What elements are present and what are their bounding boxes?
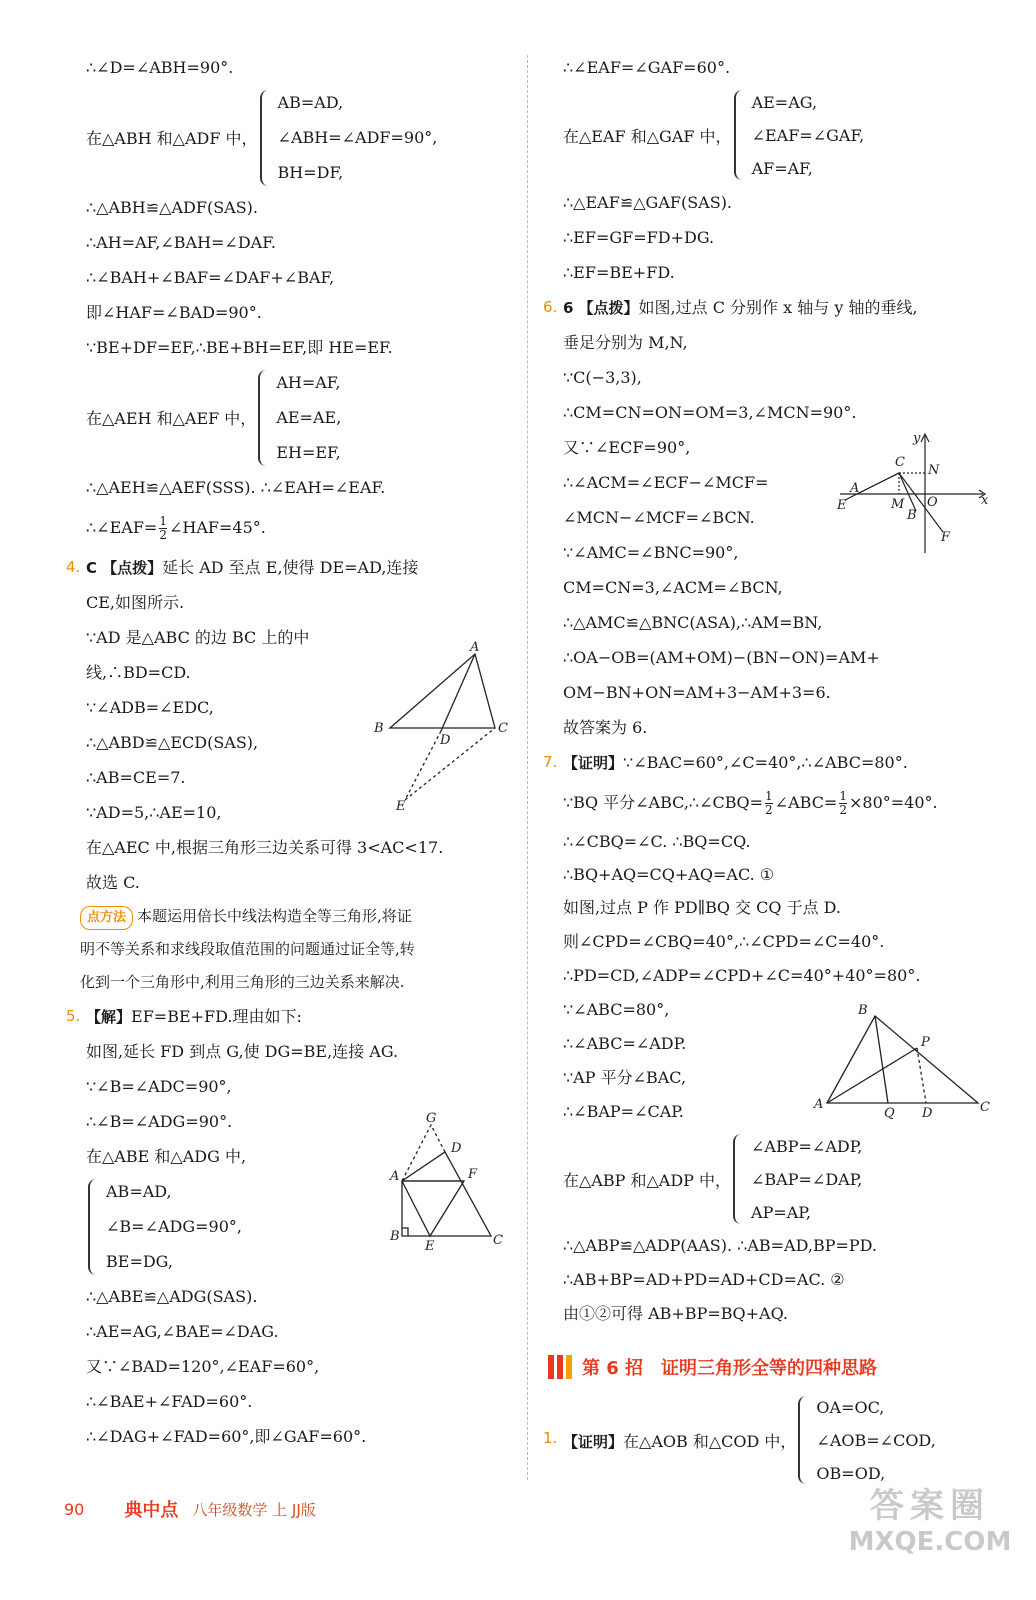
system-line: ∠BAP=∠DAP, bbox=[751, 1169, 863, 1189]
method-note bbox=[80, 900, 516, 999]
system-line: ∠B=∠ADG=90°, bbox=[106, 1217, 242, 1236]
text-line: 又∵∠ECF=90°, bbox=[563, 438, 691, 457]
text-line bbox=[563, 780, 1003, 825]
label-p: P bbox=[921, 1035, 930, 1050]
text-line: ∴△ABP≌△ADP(AAS). ∴AB=AD,BP=PD. bbox=[563, 1236, 877, 1255]
label-y: y bbox=[913, 431, 921, 446]
label-q: Q bbox=[884, 1106, 895, 1121]
question-1-header bbox=[543, 1428, 797, 1452]
text-fragment: ∵BQ 平分∠ABC,∴∠CBQ= bbox=[563, 793, 764, 812]
label-c: C bbox=[493, 1233, 503, 1248]
label-e: E bbox=[837, 498, 847, 513]
system-line: ∠AOB=∠COD, bbox=[816, 1430, 936, 1450]
answer-value: 6 bbox=[563, 299, 574, 317]
text-line: ∴∠D=∠ABH=90°. bbox=[86, 58, 234, 77]
text-line: ∴BQ+AQ=CQ+AQ=AC. ① bbox=[563, 865, 775, 884]
text-fragment: ∴∠EAF= bbox=[86, 518, 158, 537]
system-line: AH=AF, bbox=[276, 373, 341, 392]
column-divider bbox=[527, 55, 528, 1480]
label-o: O bbox=[927, 495, 938, 510]
text-line: ∴CM=CN=ON=OM=3,∠MCN=90°. bbox=[563, 403, 857, 422]
text-line: CM=CN=3,∠ACM=∠BCN, bbox=[563, 578, 783, 597]
text-line: ∵∠AMC=∠BNC=90°, bbox=[563, 543, 739, 562]
text-line: ∵∠B=∠ADC=90°, bbox=[86, 1077, 232, 1096]
text-line: ∴∠BAH+∠BAF=∠DAF+∠BAF, bbox=[86, 268, 335, 287]
label-g: G bbox=[426, 1111, 437, 1126]
text-line: ∵∠ADB=∠EDC, bbox=[86, 698, 214, 717]
text-line: ∴△EAF≌△GAF(SAS). bbox=[563, 193, 733, 212]
equation-system bbox=[563, 85, 1003, 185]
text-fragment: ∵∠BAC=60°,∠C=40°,∴∠ABC=80°. bbox=[623, 753, 908, 772]
question-number: 1. bbox=[543, 1428, 558, 1447]
text-line: ∴△AEH≌△AEF(SSS). ∴∠EAH=∠EAF. bbox=[86, 478, 386, 497]
denominator: 2 bbox=[159, 528, 167, 542]
system-prefix: 在△EAF 和△GAF 中， bbox=[563, 126, 732, 146]
figure-q4 bbox=[368, 640, 518, 815]
text-line: ∴∠CBQ=∠C. ∴BQ=CQ. bbox=[563, 832, 751, 851]
proof-tag: 【证明】 bbox=[563, 754, 624, 772]
question-number: 7. bbox=[543, 753, 558, 771]
label-d: D bbox=[922, 1106, 933, 1121]
text-line: ∴△ABE≌△ADG(SAS). bbox=[86, 1287, 258, 1306]
system-line: OB=OD, bbox=[816, 1463, 886, 1483]
text-line: CE,如图所示. bbox=[86, 593, 185, 612]
denominator: 2 bbox=[765, 803, 773, 817]
text-fragment: ∠ABC= bbox=[774, 793, 838, 812]
text-line: 如图,过点 P 作 PD∥BQ 交 CQ 于点 D. bbox=[563, 898, 842, 917]
watermark bbox=[840, 1478, 1020, 1583]
text-fragment: 在△AOB 和△COD 中， bbox=[623, 1431, 797, 1451]
text-line bbox=[86, 505, 516, 550]
median-ad bbox=[441, 654, 475, 731]
text-fragment: ×80°=40°. bbox=[848, 793, 938, 812]
denominator: 2 bbox=[839, 803, 847, 817]
section-bars-icon bbox=[548, 1355, 572, 1379]
text-line: 线,∴BD=CD. bbox=[86, 663, 191, 682]
label-d: D bbox=[440, 733, 451, 748]
system-line: ∠EAF=∠GAF, bbox=[751, 125, 865, 145]
text-fragment: EF=BE+FD.理由如下: bbox=[131, 1007, 302, 1026]
text-line: ∴EF=BE+FD. bbox=[563, 263, 675, 282]
text-line: ∴AB=CE=7. bbox=[86, 768, 186, 787]
watermark-url: MXQE.COM bbox=[848, 1527, 1012, 1557]
label-f: F bbox=[941, 530, 951, 545]
system-prefix: 在△ABH 和△ADF 中， bbox=[86, 129, 258, 148]
text-line: ∴OA−OB=(AM+OM)−(BN−ON)=AM+ bbox=[563, 648, 880, 667]
text-line: 在△AEC 中,根据三角形三边关系可得 3<AC<17. bbox=[86, 838, 444, 857]
label-a: A bbox=[470, 640, 480, 655]
equation-system bbox=[563, 1129, 1003, 1229]
text-line: 明不等关系和求线段取值范围的问题通过证全等,转 bbox=[80, 940, 415, 958]
system-prefix: 在△AEH 和△AEF 中， bbox=[86, 409, 257, 428]
text-line: ∴AH=AF,∠BAH=∠DAF. bbox=[86, 233, 276, 252]
system-line: AE=AG, bbox=[751, 92, 818, 112]
label-m: M bbox=[891, 497, 905, 512]
system-line: ∠ABP=∠ADP, bbox=[751, 1136, 863, 1156]
figure-q5 bbox=[384, 1108, 514, 1253]
label-a: A bbox=[814, 1097, 824, 1112]
fraction bbox=[765, 790, 773, 817]
text-line: ∴EF=GF=FD+DG. bbox=[563, 228, 715, 247]
label-c: C bbox=[895, 455, 905, 470]
label-n: N bbox=[928, 463, 940, 478]
solution-tag: 【解】 bbox=[86, 1008, 132, 1026]
text-line: ∵AP 平分∠BAC, bbox=[563, 1068, 687, 1087]
section-heading bbox=[548, 1352, 877, 1382]
text-line: OM−BN+ON=AM+3−AM+3=6. bbox=[563, 683, 831, 702]
bisector-ap bbox=[827, 1048, 917, 1103]
system-line: BE=DG, bbox=[106, 1252, 173, 1271]
brace bbox=[734, 90, 746, 180]
numerator: 1 bbox=[839, 789, 847, 803]
proof-tag: 【证明】 bbox=[563, 1432, 624, 1451]
system-line: AP=AP, bbox=[751, 1202, 811, 1222]
brace bbox=[733, 1134, 745, 1224]
label-c: C bbox=[498, 721, 508, 736]
quadrilateral-abcd bbox=[402, 1152, 491, 1236]
numerator: 1 bbox=[159, 514, 167, 528]
text-line: 即∠HAF=∠BAD=90°. bbox=[86, 303, 262, 322]
text-line: ∴∠BAP=∠CAP. bbox=[563, 1102, 684, 1121]
triangle-acb bbox=[857, 473, 916, 511]
system-line: AB=AD, bbox=[277, 93, 344, 112]
question-7-header bbox=[543, 745, 1003, 780]
system-line: EH=EF, bbox=[276, 443, 341, 462]
text-line: ∴∠EAF=∠GAF=60°. bbox=[563, 58, 731, 77]
page-footer bbox=[64, 1496, 316, 1522]
system-line: AF=AF, bbox=[751, 158, 813, 178]
answer-letter: C bbox=[86, 559, 98, 577]
brace bbox=[258, 370, 270, 466]
label-e: E bbox=[425, 1239, 435, 1253]
text-fragment: ∠HAF=45°. bbox=[168, 518, 266, 537]
system-line: AE=AE, bbox=[276, 408, 342, 427]
brace bbox=[260, 90, 272, 186]
equation-system bbox=[86, 365, 516, 470]
section-title: 第 6 招 证明三角形全等的四种思路 bbox=[582, 1358, 878, 1379]
numerator: 1 bbox=[765, 789, 773, 803]
hint-tag: 【点拨】 bbox=[102, 559, 163, 577]
text-line: ∵C(−3,3), bbox=[563, 368, 642, 387]
bisector-bq bbox=[875, 1016, 888, 1103]
text-line: ∴△ABH≌△ADF(SAS). bbox=[86, 198, 258, 217]
text-line: 则∠CPD=∠CBQ=40°,∴∠CPD=∠C=40°. bbox=[563, 932, 885, 951]
equation-system bbox=[543, 1390, 936, 1490]
label-e: E bbox=[396, 799, 406, 814]
parallel-pd bbox=[917, 1048, 926, 1103]
system-line: AB=AD, bbox=[106, 1182, 172, 1201]
text-line: 在△ABE 和△ADG 中, bbox=[86, 1147, 247, 1166]
text-line: 又∵∠BAD=120°,∠EAF=60°, bbox=[86, 1357, 320, 1376]
hint-tag: 【点拨】 bbox=[578, 299, 639, 317]
triangle-abc bbox=[390, 654, 495, 728]
text-line: 故选 C. bbox=[86, 873, 140, 892]
label-b: B bbox=[858, 1003, 868, 1018]
equation-system bbox=[86, 85, 516, 190]
text-line: ∴AE=AG,∠BAE=∠DAG. bbox=[86, 1322, 279, 1341]
right-angle-mark bbox=[402, 1228, 408, 1236]
text-line: ∴∠ACM=∠ECF−∠MCF= bbox=[563, 473, 769, 492]
text-fragment: 本题运用倍长中线法构造全等三角形,将证 bbox=[137, 907, 412, 925]
text-line: ∴∠ABC=∠ADP. bbox=[563, 1034, 687, 1053]
label-d: D bbox=[451, 1141, 462, 1156]
question-4-header bbox=[66, 550, 516, 585]
question-5-header bbox=[66, 999, 516, 1034]
label-x: x bbox=[981, 493, 989, 508]
text-line: 如图,延长 FD 到点 G,使 DG=BE,连接 AG. bbox=[86, 1042, 399, 1061]
system-line: BH=DF, bbox=[277, 163, 344, 182]
book-title: 八年级数学 上 JJ版 bbox=[192, 1500, 316, 1519]
triangle-abc bbox=[827, 1016, 978, 1103]
text-line: ∴∠DAG+∠FAD=60°,即∠GAF=60°. bbox=[86, 1427, 367, 1446]
text-line: ∵∠ABC=80°, bbox=[563, 1000, 670, 1019]
text-line: 由①②可得 AB+BP=BQ+AQ. bbox=[563, 1304, 788, 1323]
question-1-block bbox=[543, 1390, 936, 1490]
text-line: 垂足分别为 M,N, bbox=[563, 333, 688, 352]
method-tag: 点方法 bbox=[80, 906, 133, 930]
figure-q6 bbox=[835, 428, 995, 558]
text-line: ∴AB+BP=AD+PD=AD+CD=AC. ② bbox=[563, 1270, 845, 1289]
label-b: B bbox=[390, 1229, 400, 1244]
question-6-header bbox=[543, 290, 1003, 325]
text-fragment: 延长 AD 至点 E,使得 DE=AD,连接 bbox=[162, 558, 419, 577]
brace bbox=[798, 1396, 810, 1484]
page-number: 90 bbox=[64, 1499, 85, 1519]
label-a: A bbox=[850, 481, 860, 496]
question-number: 6. bbox=[543, 298, 558, 316]
text-line: 化到一个三角形中,利用三角形的三边关系来解决. bbox=[80, 973, 405, 991]
fraction bbox=[159, 515, 167, 542]
right-column bbox=[543, 50, 1003, 1331]
system-line: OA=OC, bbox=[816, 1397, 885, 1417]
text-line: ∴∠B=∠ADG=90°. bbox=[86, 1112, 233, 1131]
label-b: B bbox=[374, 721, 384, 736]
brand-logo: 典中点 bbox=[124, 1500, 179, 1521]
text-line: ∴∠BAE+∠FAD=60°. bbox=[86, 1392, 253, 1411]
label-a: A bbox=[390, 1169, 400, 1184]
label-b: B bbox=[907, 508, 917, 523]
system-prefix: 在△ABP 和△ADP 中， bbox=[563, 1170, 732, 1190]
figure-q7 bbox=[810, 998, 995, 1123]
brace bbox=[88, 1179, 100, 1275]
text-line: ∴△AMC≌△BNC(ASA),∴AM=BN, bbox=[563, 613, 823, 632]
text-line: 故答案为 6. bbox=[563, 718, 648, 737]
label-f: F bbox=[468, 1167, 478, 1182]
text-fragment: 如图,过点 C 分别作 x 轴与 y 轴的垂线, bbox=[638, 298, 918, 317]
system-line: ∠ABH=∠ADF=90°, bbox=[277, 128, 438, 147]
question-number: 5. bbox=[66, 1007, 81, 1025]
text-line: ∴PD=CD,∠ADP=∠CPD+∠C=40°+40°=80°. bbox=[563, 966, 921, 985]
question-number: 4. bbox=[66, 558, 81, 576]
extension-dg bbox=[402, 1125, 445, 1181]
text-line: ∵BE+DF=EF,∴BE+BH=EF,即 HE=EF. bbox=[86, 338, 393, 357]
triangle-aef bbox=[402, 1181, 464, 1236]
label-c: C bbox=[980, 1100, 990, 1115]
fraction bbox=[839, 790, 847, 817]
text-line: ∴△ABD≌△ECD(SAS), bbox=[86, 733, 259, 752]
watermark-text: 答案圈 bbox=[870, 1486, 990, 1526]
text-line: ∠MCN−∠MCF=∠BCN. bbox=[563, 508, 755, 527]
text-line: ∵AD=5,∴AE=10, bbox=[86, 803, 222, 822]
text-line: ∵AD 是△ABC 的边 BC 上的中 bbox=[86, 628, 310, 647]
